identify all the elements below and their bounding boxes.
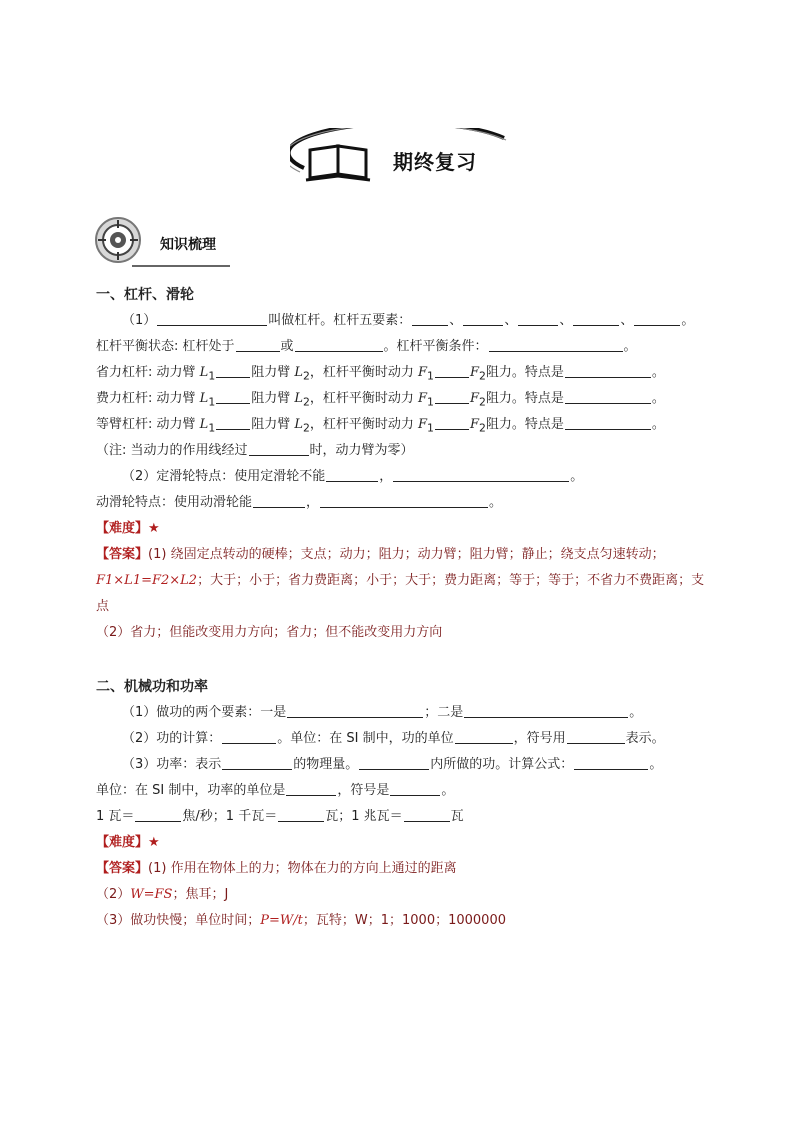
blank[interactable] xyxy=(435,363,469,378)
blank[interactable] xyxy=(435,389,469,404)
blank[interactable] xyxy=(295,337,383,352)
blank[interactable] xyxy=(634,311,680,326)
blank[interactable] xyxy=(567,729,625,744)
blank[interactable] xyxy=(278,807,324,822)
answer-line: 【答案】(1) 作用在物体上的力；物体在力的方向上通过的距离 xyxy=(96,861,457,876)
blank[interactable] xyxy=(565,415,651,430)
blank[interactable] xyxy=(249,441,309,456)
blank[interactable] xyxy=(135,807,181,822)
fixed-pulley-line: （2）定滑轮特点：使用定滑轮不能 ， 。 xyxy=(122,469,584,484)
note-line: （注: 当动力的作用线经过 时，动力臂为零） xyxy=(96,443,414,458)
difficulty-line: 【难度】★ xyxy=(96,835,160,850)
lever-row: 费力杠杆: 动力臂 $L_1$ 阻力臂 $L_2$，杠杆平衡时动力 $F_1$ $F_2$阻力。特点是 。 xyxy=(96,391,665,409)
content xyxy=(96,282,706,934)
star-icon: ★ xyxy=(148,521,160,536)
lever-rows xyxy=(96,360,706,438)
blank[interactable] xyxy=(253,493,305,508)
blank[interactable] xyxy=(463,311,503,326)
answer-line: （2）省力；但能改变用力方向；省力；但不能改变用力方向 xyxy=(96,625,443,640)
blank[interactable] xyxy=(489,337,623,352)
star-icon: ★ xyxy=(148,835,160,850)
section-heading-work: 二、机械功和功率 xyxy=(96,679,208,695)
blank[interactable] xyxy=(412,311,448,326)
power-line: （3）功率：表示 的物理量。 内所做的功。计算公式： 。 xyxy=(122,757,663,772)
section-badge xyxy=(92,214,232,270)
movable-pulley-line: 动滑轮特点：使用动滑轮能 ， 。 xyxy=(96,495,503,510)
lever-row: 等臂杠杆: 动力臂 $L_1$ 阻力臂 $L_2$，杠杆平衡时动力 $F_1$ $F_2$阻力。特点是 。 xyxy=(96,417,665,435)
blank[interactable] xyxy=(286,781,336,796)
blank[interactable] xyxy=(222,729,276,744)
blank[interactable] xyxy=(393,467,569,482)
title-banner xyxy=(290,128,510,192)
blank[interactable] xyxy=(359,755,429,770)
blank[interactable] xyxy=(287,703,423,718)
lever-row: 省力杠杆: 动力臂 $L_1$ 阻力臂 $L_2$，杠杆平衡时动力 $F_1$ $F_2$阻力。特点是 。 xyxy=(96,365,665,383)
answer-line: （3）做功快慢；单位时间；P=W/t；瓦特；W；1；1000；1000000 xyxy=(96,913,506,928)
blank[interactable] xyxy=(216,415,250,430)
lever-balance-line: 杠杆平衡状态: 杠杆处于 或 。杠杆平衡条件： 。 xyxy=(96,339,637,354)
blank[interactable] xyxy=(222,755,292,770)
page-title: 期终复习 xyxy=(393,150,477,174)
blank[interactable] xyxy=(574,755,648,770)
blank[interactable] xyxy=(518,311,558,326)
section-badge-title: 知识梳理 xyxy=(160,237,216,253)
blank[interactable] xyxy=(320,493,488,508)
unit-conversion-line: 1 瓦＝ 焦/秒；1 千瓦＝ 瓦；1 兆瓦＝ 瓦 xyxy=(96,809,464,824)
lever-definition-line: （1） 叫做杠杆。杠杆五要素： 、 、 、 、 。 xyxy=(122,313,695,328)
power-unit-line: 单位：在 SI 制中，功率的单位是 ，符号是 。 xyxy=(96,783,455,798)
blank[interactable] xyxy=(565,389,651,404)
answer-block: 【答案】(1) 绕固定点转动的硬棒；支点；动力；阻力；动力臂；阻力臂；静止；绕支点匀速转动；F1×L1=F2×L2；大于；小于；省力费距离；小于；大于；费力距离；等于；等于；不省力不费距离；支点 xyxy=(96,547,705,614)
blank[interactable] xyxy=(157,311,267,326)
blank[interactable] xyxy=(404,807,450,822)
section-heading-lever: 一、杠杆、滑轮 xyxy=(96,287,194,303)
blank[interactable] xyxy=(390,781,440,796)
blank[interactable] xyxy=(326,467,378,482)
blank[interactable] xyxy=(573,311,619,326)
difficulty-line: 【难度】★ xyxy=(96,521,160,536)
blank[interactable] xyxy=(455,729,513,744)
answer-line: （2）W=FS；焦耳；J xyxy=(96,887,229,902)
work-calc-line: （2）功的计算： 。单位：在 SI 制中，功的单位 ，符号用 表示。 xyxy=(122,731,665,746)
work-factors-line: （1）做功的两个要素：一是 ；二是 。 xyxy=(122,705,643,720)
blank[interactable] xyxy=(464,703,628,718)
blank[interactable] xyxy=(216,363,250,378)
blank[interactable] xyxy=(565,363,651,378)
blank[interactable] xyxy=(216,389,250,404)
blank[interactable] xyxy=(435,415,469,430)
blank[interactable] xyxy=(236,337,280,352)
